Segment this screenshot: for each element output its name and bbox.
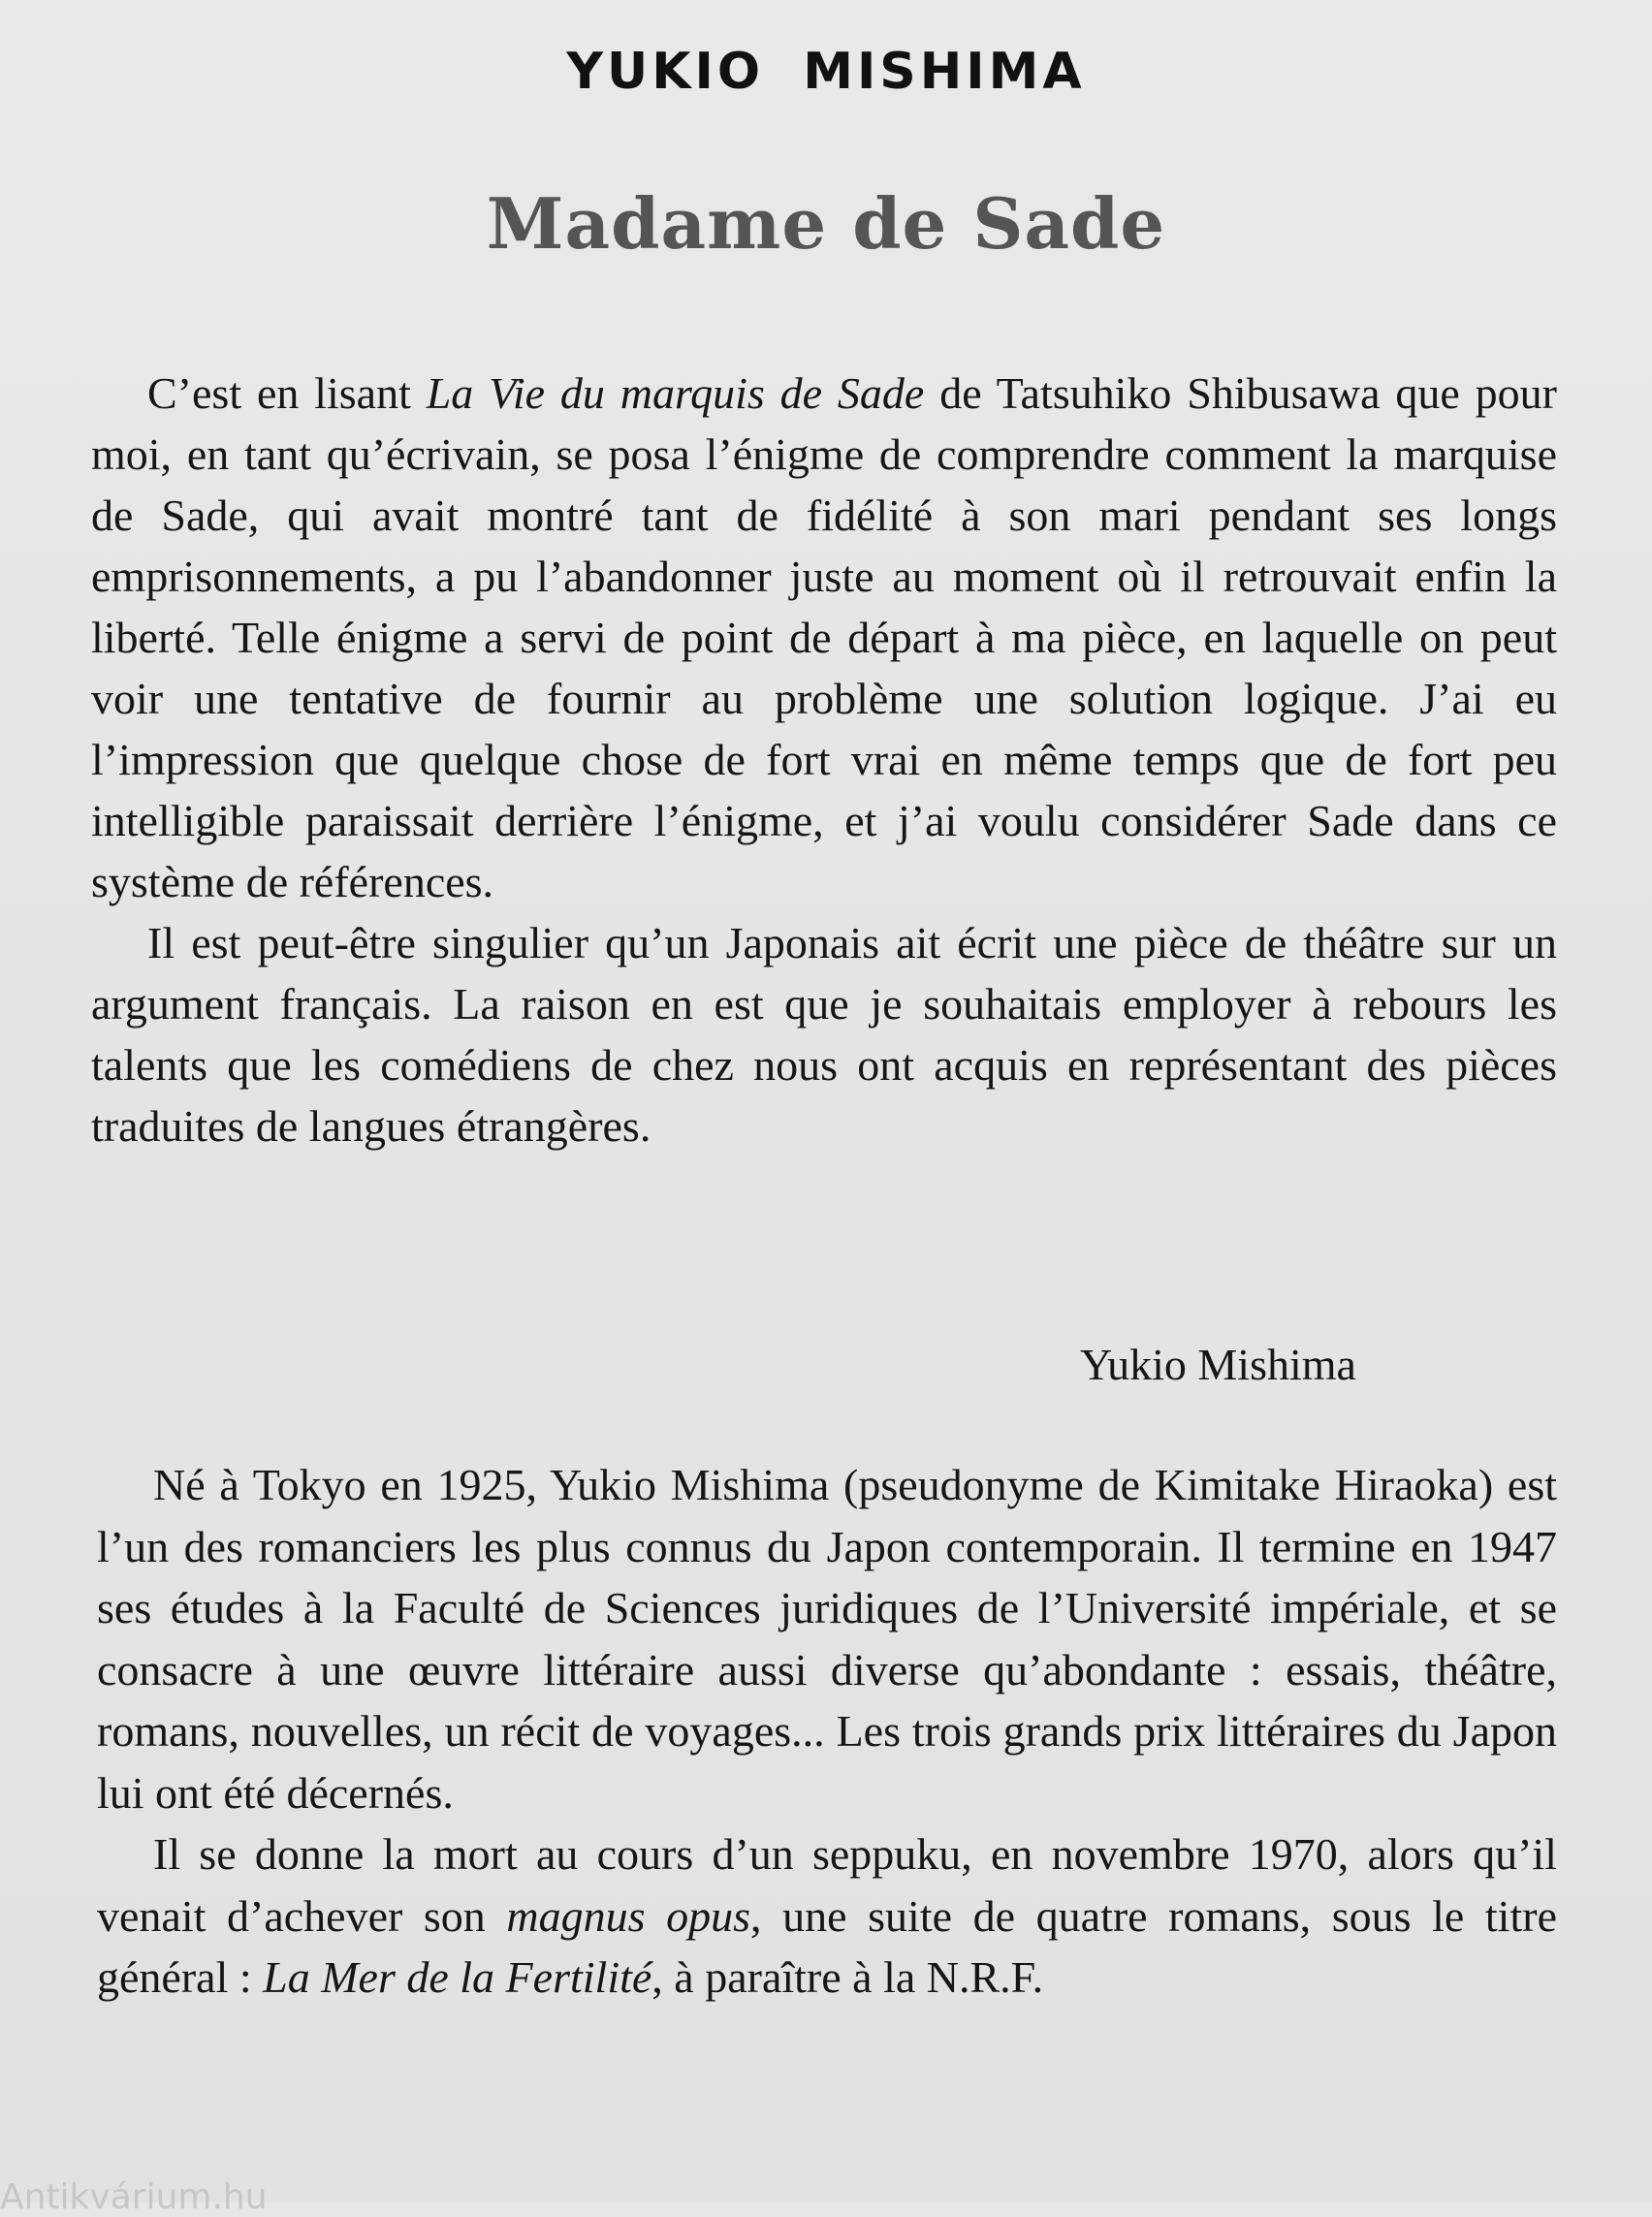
author-note xyxy=(91,363,1557,1156)
author-header: YUKIO MISHIMA xyxy=(566,43,1086,101)
biography-paragraph-2 xyxy=(97,1823,1557,2009)
bio-death-text: Il se donne la mort au cours d’un seppuku, en novembre 1970, alors qu’il venait d’achever son xyxy=(97,1829,1557,1941)
series-title: La Mer de la Fertilité xyxy=(263,1952,652,2002)
author-note-paragraph-1 xyxy=(91,363,1557,912)
book-title: Madame de Sade xyxy=(486,182,1166,265)
intro-text-rest: de Tatsuhiko Shibusawa que pour moi, en tant qu’écrivain, se posa l’énigme de comprendre comment la marquise de Sade, qui avait montré tant de fidélité à son mari pendant ses longs emprisonnements, a pu l’abandonner juste au moment où il retrouvait enfin la liberté. Telle énigme a servi de point de départ à ma pièce, en laquelle on peut voir une tentative de fournir au problème une solution logique. J’ai eu l’impression que quelque chose de fort vrai en même temps que de fort peu intelligible paraissait derrière l’énigme, et j’ai voulu considérer Sade dans ce système de références. xyxy=(91,368,1557,906)
intro-text-start: C’est en lisant xyxy=(147,368,427,418)
watermark: Antikvárium.hu xyxy=(0,2177,268,2217)
author-biography xyxy=(97,1454,1557,2009)
bio-series-intro: , une suite de quatre romans, sous le titre général : xyxy=(97,1890,1557,2002)
author-signature: Yukio Mishima xyxy=(1080,1340,1356,1389)
biography-paragraph-1: Né à Tokyo en 1925, Yukio Mishima (pseudonyme de Kimitake Hiraoka) est l’un des romanciers les plus connus du Japon contemporain. Il termine en 1947 ses études à la Faculté de Sciences juridiques de l’Université impériale, et se consacre à une œuvre littéraire aussi diverse qu’abondante : essais, théâtre, romans, nouvelles, un récit de voyages... Les trois grands prix littéraires du Japon lui ont été décernés. xyxy=(97,1460,1557,1818)
cited-book-title: La Vie du marquis de Sade xyxy=(426,368,925,418)
author-note-paragraph-2: Il est peut-être singulier qu’un Japonais ait écrit une pièce de théâtre sur un argument français. La raison en est que je souhaitais employer à rebours les talents que les comédiens de chez nous ont acquis en représentant des pièces traduites de langues étrangères. xyxy=(91,918,1557,1151)
magnus-opus-text: magnus opus xyxy=(506,1890,751,1941)
bio-publication-note: , à paraître à la N.R.F. xyxy=(651,1952,1044,2002)
